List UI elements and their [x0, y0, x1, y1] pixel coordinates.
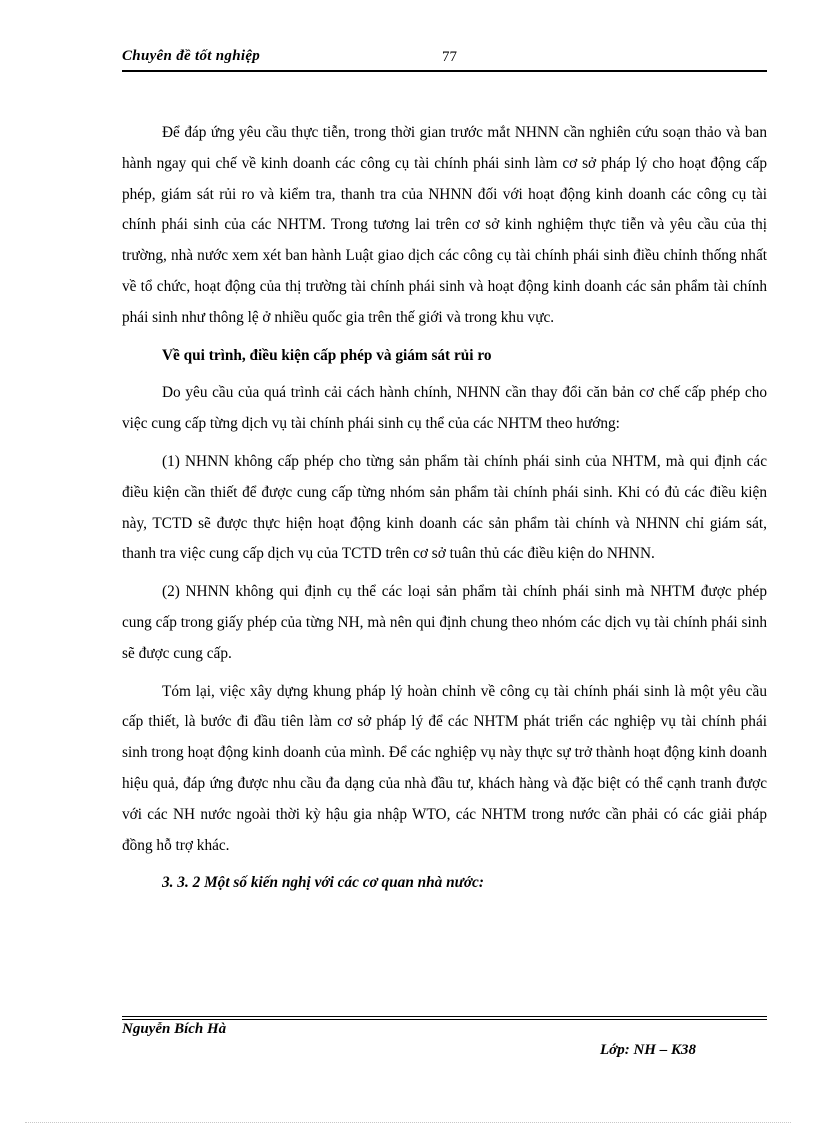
section-heading: Về qui trình, điều kiện cấp phép và giám sát rủi ro: [162, 346, 492, 364]
paragraph-licensing: Do yêu cầu của quá trình cải cách hành chính, NHNN cần thay đổi căn bản cơ chế cấp phép cho việc cung cấp từng dịch vụ tài chính phái sinh cụ thể của các NHTM theo hướng:: [122, 384, 767, 433]
author-name: Nguyễn Bích Hà: [122, 1021, 227, 1037]
paragraph-point-2: (2) NHNN không qui định cụ thể các loại sản phẩm tài chính phái sinh mà NHTM được phép cung cấp trong giấy phép của từng NH, mà nên qui định chung theo nhóm các dịch vụ tài chính phái sinh sẽ được cung cấp.: [122, 583, 767, 662]
page-number: 77: [442, 49, 457, 65]
footer-divider-top: [122, 1016, 767, 1017]
page-body: [122, 118, 767, 899]
footer-divider-bottom: [122, 1019, 767, 1020]
subsection-heading: 3. 3. 2 Một số kiến nghị với các cơ quan nhà nước:: [162, 874, 484, 892]
paragraph-summary: Tóm lại, việc xây dựng khung pháp lý hoàn chỉnh về công cụ tài chính phái sinh là một yêu cầu cấp thiết, là bước đi đầu tiên làm cơ sở pháp lý để các NHTM phát triển các nghiệp vụ tài chính phái sinh trong hoạt động kinh doanh của mình. Để các nghiệp vụ này thực sự trở thành hoạt động kinh doanh hiệu quả, đáp ứng được nhu cầu đa dạng của nhà đầu tư, khách hàng và đặc biệt có thể cạnh tranh được với các NH nước ngoài thời kỳ hậu gia nhập WTO, các NHTM trong nước cần phải có các giải pháp đồng hỗ trợ khác.: [122, 682, 767, 854]
paragraph-intro: Để đáp ứng yêu cầu thực tiễn, trong thời gian trước mắt NHNN cần nghiên cứu soạn thảo và ban hành ngay qui chế về kinh doanh các công cụ tài chính phái sinh làm cơ sở pháp lý cho hoạt động cấp phép, giám sát rủi ro và kiểm tra, thanh tra của NHNN đối với hoạt động kinh doanh các công cụ tài chính phái sinh của các NHTM. Trong tương lai trên cơ sở kinh nghiệm thực tiễn và yêu cầu của thị trường, nhà nước xem xét ban hành Luật giao dịch các công cụ tài chính phái sinh điều chỉnh thống nhất về tổ chức, hoạt động của thị trường tài chính phái sinh và hoạt động kinh doanh các sản phẩm tài chính phái sinh như thông lệ ở nhiều quốc gia trên thế giới và trong khu vực.: [122, 124, 767, 326]
document-title: Chuyên đề tốt nghiệp: [122, 48, 261, 64]
header-divider: [122, 70, 767, 72]
page-header: [122, 48, 767, 70]
paragraph-point-1: (1) NHNN không cấp phép cho từng sản phẩm tài chính phái sinh của NHTM, mà qui định các điều kiện cần thiết để được cung cấp từng nhóm sản phẩm tài chính phái sinh. Khi có đủ các điều kiện này, TCTD sẽ được thực hiện hoạt động kinh doanh các sản phẩm tài chính và NHNN chỉ giám sát, thanh tra việc cung cấp dịch vụ của TCTD trên cơ sở tuân thủ các điều kiện do NHNN.: [122, 452, 767, 563]
class-label: Lớp: NH – K38: [600, 1042, 696, 1058]
